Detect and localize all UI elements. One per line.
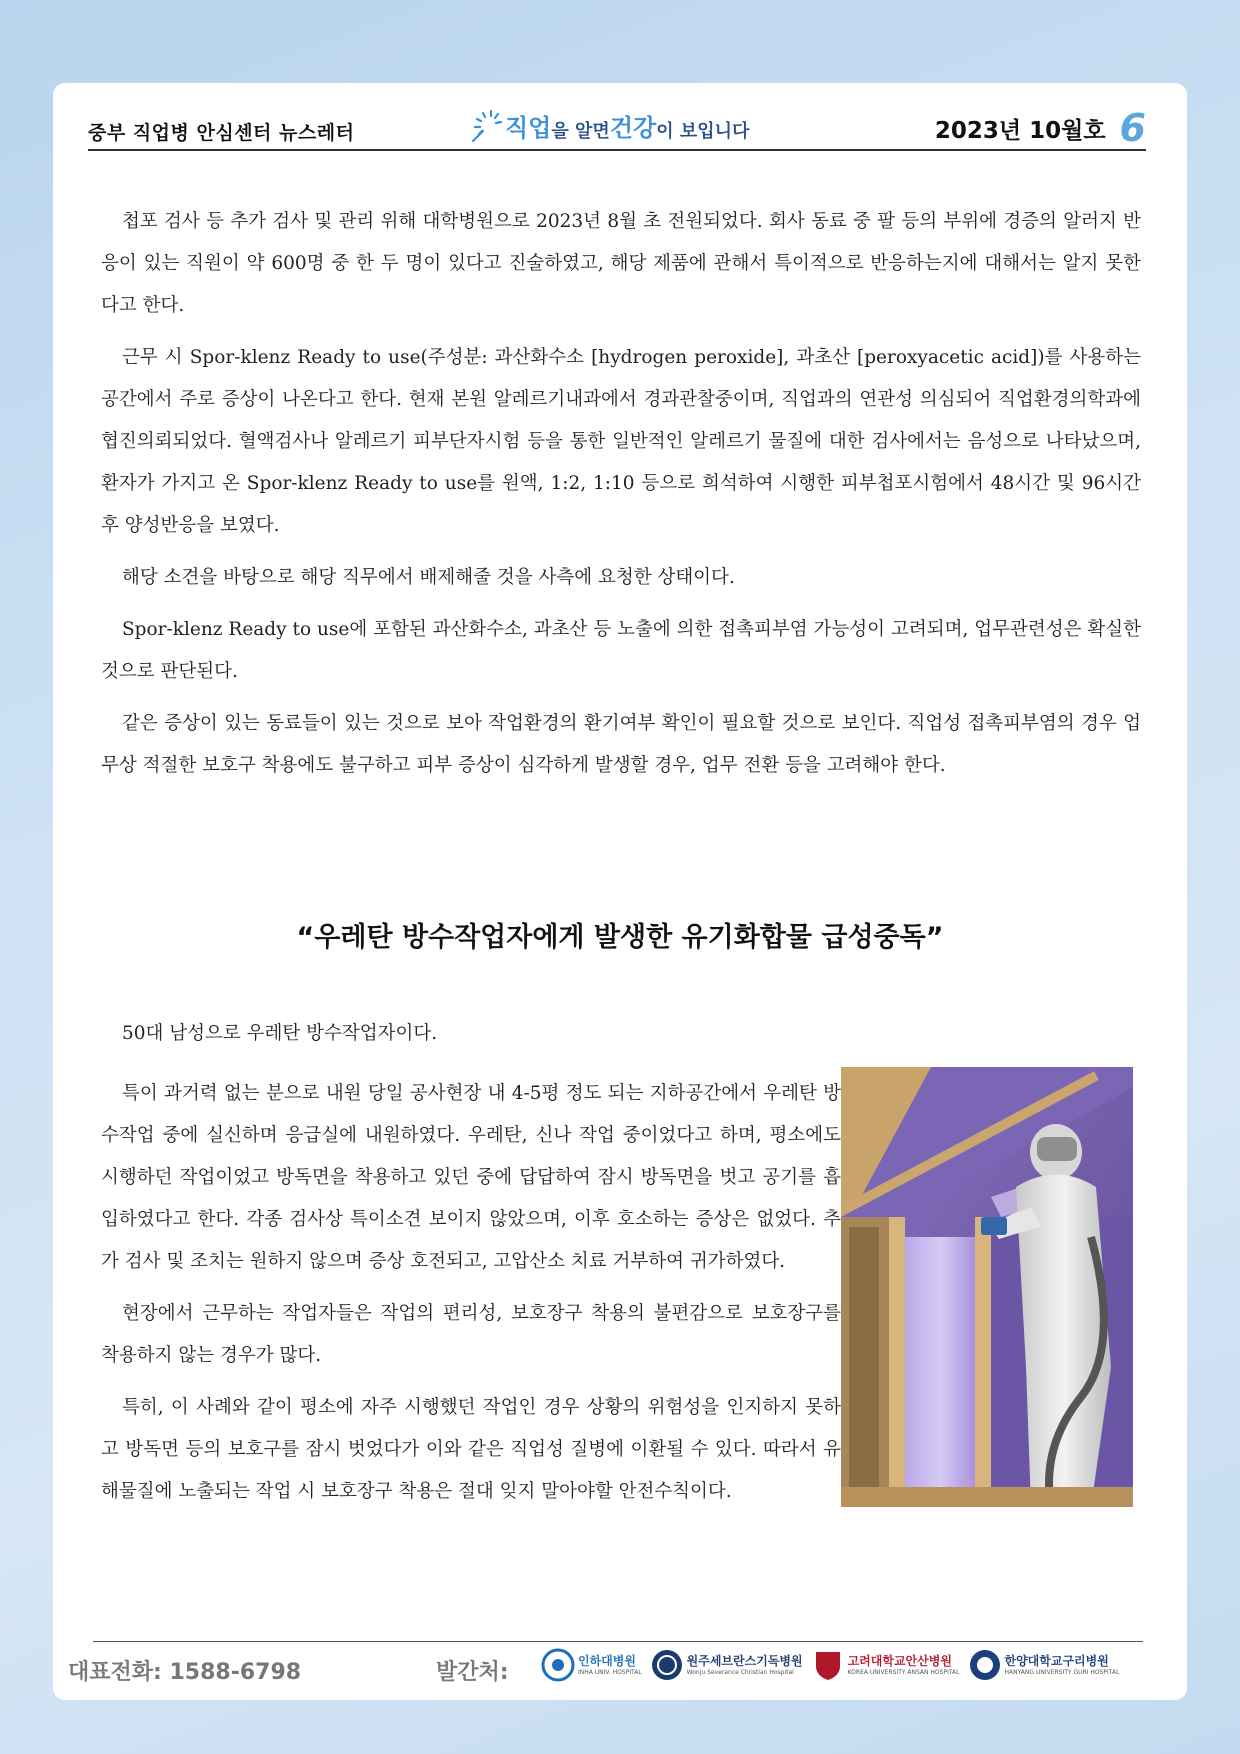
contact-phone: 대표전화: 1588-6798 bbox=[68, 1660, 302, 1685]
paragraph: 해당 소견을 바탕으로 해당 직무에서 배제해줄 것을 사측에 요청한 상태이다. bbox=[122, 567, 735, 588]
hanyang-university-emblem-icon bbox=[968, 1648, 1002, 1682]
paragraph: Spor-klenz Ready to use에 포함된 과산화수소, 과초산 등 노출에 의한 접촉피부염 가능성이 고려되며, 업무관련성은 확실한 것으로 판단된다. bbox=[101, 619, 1141, 682]
paragraph: 같은 증상이 있는 동료들이 있는 것으로 보아 작업환경의 환기여부 확인이 필요할 것으로 보인다. 직업성 접촉피부염의 경우 업무상 적절한 보호구 착용에도 불구하고 피부 증상이 심각하게 발생할 경우, 업무 전환 등을 고려해야 한다. bbox=[101, 713, 1141, 776]
logo-name: 고려대학교안산병원 bbox=[847, 1654, 952, 1668]
article-body bbox=[101, 201, 1141, 797]
logo-name: 인하대병원 bbox=[578, 1654, 636, 1668]
korea-university-shield-icon bbox=[811, 1648, 845, 1682]
slogan-part-2: 이 보입니다 bbox=[656, 121, 750, 142]
case-intro: 50대 남성으로 우레탄 방수작업자이다. bbox=[122, 1023, 438, 1044]
slogan-part-1: 을 알면 bbox=[551, 121, 610, 142]
newsletter-page bbox=[53, 83, 1187, 1700]
paragraph: 특이 과거력 없는 분으로 내원 당일 공사현장 내 4-5평 정도 되는 지하공간에서 우레탄 방수작업 중에 실신하며 응급실에 내원하였다. 우레탄, 신나 작업 중이었다고 하며, 평소에도 시행하던 작업이었고 방독면을 착용하고 있던 중에 답답하여 잠시 방독면을 벗고 공기를 흡입하였다고 한다. 각종 검사상 특이소견 보이지 않았으며, 이후 호소하는 증상은 없었다. 추가 검사 및 조치는 원하지 않으며 증상 호전되고, 고압산소 치료 거부하여 귀가하였다. bbox=[101, 1083, 841, 1272]
logo-name: 한양대학교구리병원 bbox=[1004, 1654, 1109, 1668]
slogan-word-health: 건강 bbox=[609, 114, 657, 142]
issue-date: 2023년 10월호 bbox=[934, 118, 1106, 144]
logo-korea-ansan bbox=[811, 1648, 960, 1682]
sparkle-burst-icon bbox=[471, 107, 503, 143]
slogan-word-job: 직업 bbox=[505, 114, 552, 142]
logo-sub: Wonju Severance Christian Hospital bbox=[686, 1669, 794, 1676]
logo-sub: INHA UNIV. HOSPITAL bbox=[578, 1669, 642, 1676]
case-title: “우레탄 방수작업자에게 발생한 유기화합물 급성중독” bbox=[296, 922, 944, 953]
slogan bbox=[471, 107, 749, 143]
issue-info bbox=[934, 106, 1146, 150]
inha-hospital-emblem-icon bbox=[541, 1648, 575, 1682]
logo-inha bbox=[541, 1648, 642, 1682]
case-body bbox=[101, 1073, 841, 1523]
logo-name: 원주세브란스기독병원 bbox=[686, 1654, 803, 1668]
logo-hanyang-guri bbox=[968, 1648, 1120, 1682]
footer-rule bbox=[93, 1641, 1143, 1642]
page-header bbox=[88, 103, 1146, 151]
paragraph: 근무 시 Spor-klenz Ready to use(주성분: 과산화수소 [hydrogen peroxide], 과초산 [peroxyacetic acid])를 사용하는 공간에서 주로 증상이 나온다고 한다. 현재 본원 알레르기내과에서 경과관찰중이며, 직업과의 연관성 의심되어 직업환경의학과에 협진의뢰되었다. 혈액검사나 알레르기 피부단자시험 등을 통한 일반적인 알레르기 물질에 대한 검사에서는 음성으로 나타났으며, 환자가 가지고 온 Spor-klenz Ready to use를 원액, 1:2, 1:10 등으로 희석하여 시행한 피부첩포시험에서 48시간 및 96시간 후 양성반응을 보였다. bbox=[101, 347, 1141, 536]
logo-wonju bbox=[650, 1648, 803, 1682]
logo-sub: HANYANG UNIVERSITY GURI HOSPITAL bbox=[1004, 1669, 1120, 1676]
paragraph: 현장에서 근무하는 작업자들은 작업의 편리성, 보호장구 착용의 불편감으로 보호장구를 착용하지 않는 경우가 많다. bbox=[101, 1303, 841, 1366]
paragraph: 특히, 이 사례와 같이 평소에 자주 시행했던 작업인 경우 상황의 위험성을 인지하지 못하고 방독면 등의 보호구를 잠시 벗었다가 이와 같은 직업성 질병에 이환될 수 있다. 따라서 유해물질에 노출되는 작업 시 보호장구 착용은 절대 잊지 말아야할 안전수칙이다. bbox=[101, 1397, 841, 1502]
wonju-severance-emblem-icon bbox=[650, 1648, 684, 1682]
newsletter-name: 중부 직업병 안심센터 뉴스레터 bbox=[88, 122, 355, 144]
spray-foam-worker-photo bbox=[841, 1067, 1133, 1507]
publisher-logos bbox=[541, 1648, 1127, 1682]
publisher-label: 발간처: bbox=[436, 1660, 509, 1685]
page-number: 6 bbox=[1119, 106, 1146, 150]
logo-sub: KOREA UNIVERSITY ANSAN HOSPITAL bbox=[847, 1669, 960, 1676]
paragraph: 첩포 검사 등 추가 검사 및 관리 위해 대학병원으로 2023년 8월 초 전원되었다. 회사 동료 중 팔 등의 부위에 경증의 알러지 반응이 있는 직원이 약 600명 중 한 두 명이 있다고 진술하였고, 해당 제품에 관해서 특이적으로 반응하는지에 대해서는 알지 못한다고 한다. bbox=[101, 211, 1141, 316]
